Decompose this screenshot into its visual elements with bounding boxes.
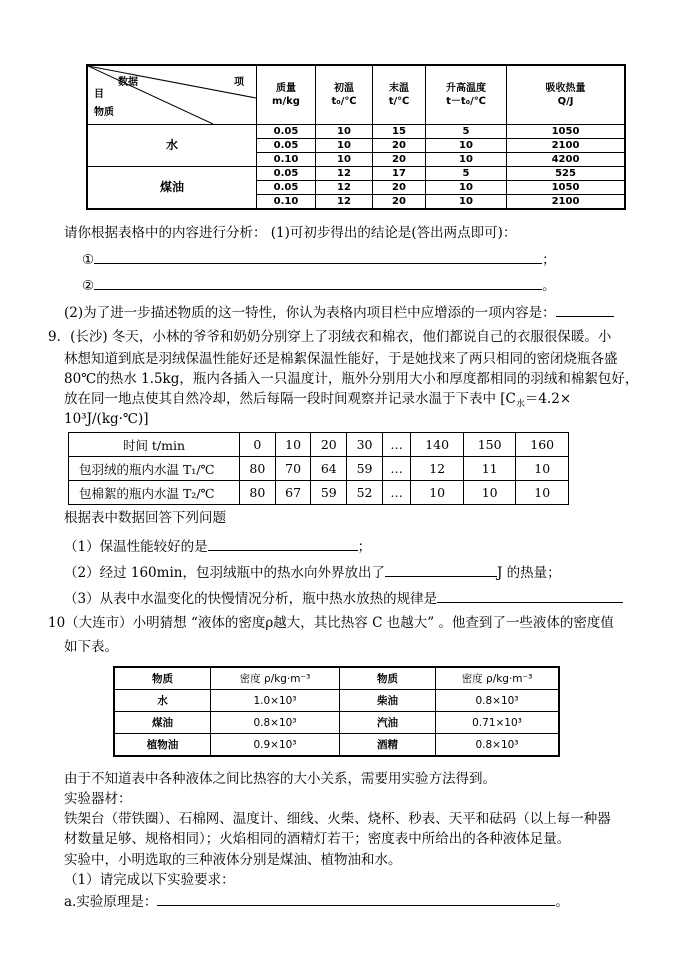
blank2-number: ②: [82, 278, 95, 294]
q10-p7: [64, 891, 569, 912]
corner-label-item: 项: [234, 77, 244, 88]
cell: 植物油: [114, 734, 211, 757]
blank1-number: ①: [82, 252, 95, 268]
answer-line[interactable]: [94, 275, 542, 290]
answer-line[interactable]: [94, 249, 542, 264]
table-row: [114, 712, 559, 734]
sub2-text: （2）经过 160min，包羽绒瓶中的热水向外界放出了: [64, 565, 385, 581]
q10-p6: （1）请完成以下实验要求：: [64, 872, 235, 888]
corner-label-data: 数据: [118, 77, 138, 88]
cell: 0.10: [257, 153, 316, 167]
cell: 12: [316, 167, 373, 181]
cell: 0.05: [257, 167, 316, 181]
header-density-2: 密度 ρ/kg·m⁻³: [436, 667, 560, 690]
header-substance-2: 物质: [340, 667, 436, 690]
substance-water: 水: [87, 125, 257, 167]
q10-p5: 实验中，小明选取的三种液体分别是煤油、植物油和水。: [64, 852, 402, 868]
answer-line[interactable]: [385, 562, 497, 577]
liquid-density-table: [113, 666, 560, 757]
cell: 140: [411, 433, 464, 457]
cell: 0.05: [257, 139, 316, 153]
cell: 1.0×10³: [211, 690, 340, 712]
cell: 0.05: [257, 125, 316, 139]
cell: 5: [426, 167, 507, 181]
cell: …: [382, 457, 411, 481]
water-temperature-table: [68, 432, 569, 505]
cell: 10: [426, 139, 507, 153]
cell: 2100: [507, 139, 626, 153]
cell: 0.9×10³: [211, 734, 340, 757]
answer-line[interactable]: [556, 302, 614, 317]
cell: 20: [311, 433, 347, 457]
cell: 5: [426, 125, 507, 139]
cell: 59: [347, 457, 383, 481]
cell: 1050: [507, 181, 626, 195]
sub1-end: ；: [357, 539, 372, 555]
cell: …: [382, 433, 411, 457]
header-initial-temp: 初温 t₀/℃: [316, 65, 373, 125]
cell: 10: [316, 139, 373, 153]
cell: 0.05: [257, 181, 316, 195]
cell: 10: [275, 433, 311, 457]
q10-line1: 10（大连市）小明猜想 “液体的密度ρ越大，其比热容 C 也越大” 。他查到了一些液体的密度值: [48, 615, 614, 631]
cell: 柴油: [340, 690, 436, 712]
cell: 汽油: [340, 712, 436, 734]
cell: 1050: [507, 125, 626, 139]
cell: 0.8×10³: [211, 712, 340, 734]
cell: …: [382, 481, 411, 505]
table-row: [87, 125, 625, 139]
cell: 20: [373, 181, 426, 195]
p7-end: 。: [555, 894, 569, 910]
q8-blank2: [82, 275, 556, 296]
q9-sub3: [64, 588, 623, 609]
q10-p2: 实验器材：: [64, 791, 132, 807]
answer-line[interactable]: [437, 588, 623, 603]
cell: 20: [373, 195, 426, 210]
q8-prompt: 请你根据表格中的内容进行分析： (1)可初步得出的结论是(答出两点即可)：: [64, 225, 517, 241]
q9-line2: 林想知道到底是羽绒保温性能好还是棉絮保温性能好，于是她找来了两只相同的密闭烧瓶各盛: [64, 351, 618, 367]
sub1-text: （1）保温性能较好的是: [64, 539, 208, 555]
cell: 11: [463, 457, 516, 481]
q9-sub2: [64, 562, 561, 583]
header-final-temp: 末温 t/℃: [373, 65, 426, 125]
diagonal-header-cell: [87, 65, 257, 125]
q9-line5: 10³J/(kg·℃)]: [64, 411, 149, 427]
cell: 12: [316, 195, 373, 210]
cell: 12: [411, 457, 464, 481]
cell: 0.71×10³: [436, 712, 560, 734]
cell: 525: [507, 167, 626, 181]
cell: 160: [516, 433, 569, 457]
q10-p3: 铁架台（带铁圈）、石棉网、温度计、细线、火柴、烧杯、秒表、天平和砝码（以上每一种器: [64, 811, 611, 827]
q9-line1: 9．(长沙) 冬天，小林的爷爷和奶奶分别穿上了羽绒衣和棉衣，他们都说自己的衣服很保暖。小: [48, 329, 612, 345]
cell: 80: [240, 481, 276, 505]
cell: 酒精: [340, 734, 436, 757]
q10-line2: 如下表。: [64, 639, 118, 655]
cell: 20: [373, 153, 426, 167]
table-row: [69, 457, 569, 481]
part2-text: (2)为了进一步描述物质的这一特性，你认为表格内项目栏中应增添的一项内容是：: [64, 305, 556, 321]
header-density: 密度 ρ/kg·m⁻³: [211, 667, 340, 690]
table-row: [69, 433, 569, 457]
table-row: [69, 481, 569, 505]
header-temp-rise: 升高温度 t－t₀/℃: [426, 65, 507, 125]
cell: 150: [463, 433, 516, 457]
sub3-text: （3）从表中水温变化的快慢情况分析，瓶中热水放热的规律是: [64, 591, 438, 607]
q9-sub1: [64, 536, 371, 557]
corner-label-substance: 物质: [94, 107, 114, 118]
table-header-row: [114, 667, 559, 690]
table-row: [114, 690, 559, 712]
row-label-down: 包羽绒的瓶内水温 T₁/℃: [69, 457, 240, 481]
table-row: [87, 167, 625, 181]
cell: 10: [316, 125, 373, 139]
cell: 12: [316, 181, 373, 195]
line4-end: ＝4.2×: [524, 391, 572, 407]
cell: 0: [240, 433, 276, 457]
substance-kerosene: 煤油: [87, 167, 257, 210]
p7-text: a.实验原理是：: [64, 894, 158, 910]
answer-line[interactable]: [208, 536, 358, 551]
cell: 52: [347, 481, 383, 505]
cell: 10: [316, 153, 373, 167]
cell: 15: [373, 125, 426, 139]
cell: 10: [426, 153, 507, 167]
cell: 10: [426, 181, 507, 195]
cell: 10: [411, 481, 464, 505]
cell: 10: [426, 195, 507, 210]
answer-line[interactable]: [157, 891, 555, 906]
cell: 2100: [507, 195, 626, 210]
line4-text: 放在同一地点使其自然冷却，然后每隔一段时间观察并记录水温于下表中 [C: [64, 391, 516, 407]
cell: 80: [240, 457, 276, 481]
cell: 10: [516, 457, 569, 481]
cell: 67: [275, 481, 311, 505]
q9-after-table: 根据表中数据回答下列问题: [64, 510, 226, 526]
corner-label-mu: 目: [94, 89, 104, 100]
blank1-end: ；: [542, 252, 556, 268]
blank2-end: 。: [542, 278, 556, 294]
cell: 17: [373, 167, 426, 181]
q8-blank1: [82, 249, 556, 270]
table-header-row: [87, 65, 625, 125]
q8-part2: [64, 302, 614, 323]
line4-subscript: 水: [515, 399, 525, 410]
cell: 0.8×10³: [436, 690, 560, 712]
cell: 30: [347, 433, 383, 457]
q10-p4: 材数量足够、规格相同）；火焰相同的酒精灯若干；密度表中所给出的各种液体足量。: [64, 831, 571, 847]
cell: 10: [516, 481, 569, 505]
q9-line3: 80℃的热水 1.5kg，瓶内各插入一只温度计，瓶外分别用大小和厚度都相同的羽绒和棉絮包好，: [64, 371, 639, 387]
row-label-time: 时间 t/min: [69, 433, 240, 457]
table-row: [114, 734, 559, 757]
header-substance: 物质: [114, 667, 211, 690]
sub2-end: J 的热量；: [496, 565, 561, 581]
cell: 70: [275, 457, 311, 481]
cell: 0.10: [257, 195, 316, 210]
cell: 10: [463, 481, 516, 505]
cell: 4200: [507, 153, 626, 167]
cell: 0.8×10³: [436, 734, 560, 757]
q10-p1: 由于不知道表中各种液体之间比热容的大小关系，需要用实验方法得到。: [64, 771, 496, 787]
header-mass: 质量 m/kg: [257, 65, 316, 125]
row-label-cotton: 包棉絮的瓶内水温 T₂/℃: [69, 481, 240, 505]
specific-heat-table: [86, 64, 626, 210]
header-heat-absorbed: 吸收热量 Q/J: [507, 65, 626, 125]
cell: 煤油: [114, 712, 211, 734]
cell: 20: [373, 139, 426, 153]
cell: 59: [311, 481, 347, 505]
cell: 64: [311, 457, 347, 481]
cell: 水: [114, 690, 211, 712]
